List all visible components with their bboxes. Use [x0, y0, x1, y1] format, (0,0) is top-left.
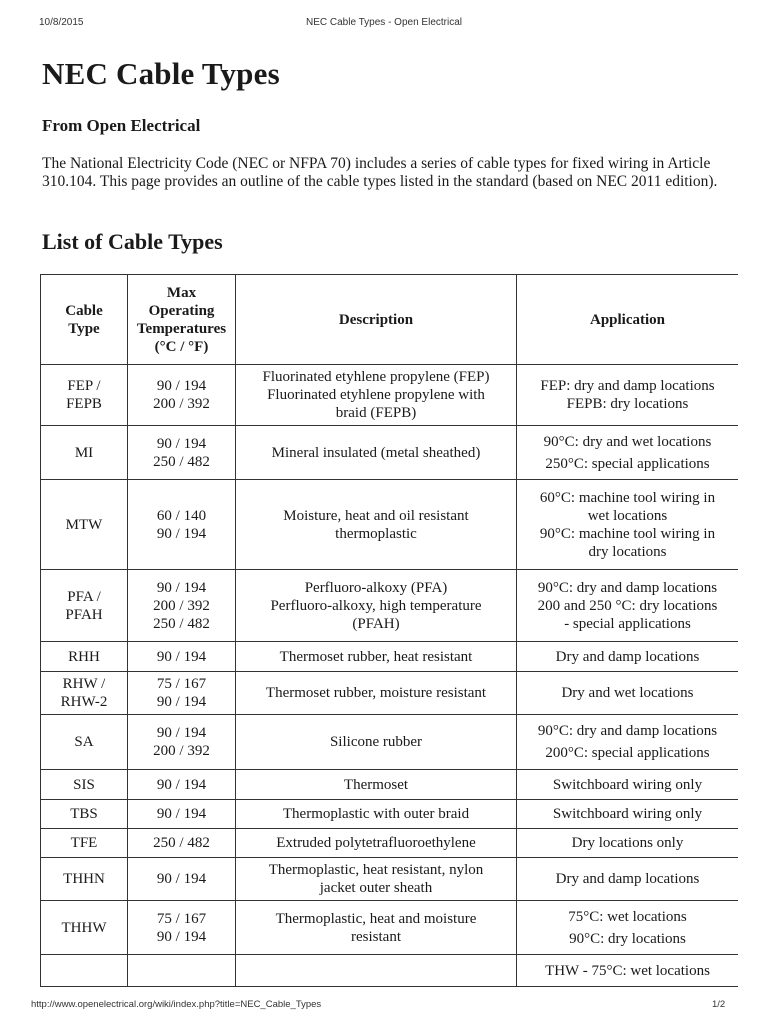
cell-line: 250 / 482	[153, 453, 210, 470]
cell-cable-type	[41, 858, 128, 901]
cell-line: 90 / 194	[156, 435, 207, 452]
table-header-row	[41, 275, 739, 365]
cell-line: Dry and damp locations	[555, 871, 700, 887]
cell-line: RHW /	[62, 676, 106, 692]
cell-application	[517, 642, 739, 672]
cable-types-table-wrapper	[40, 274, 738, 992]
cell-line: Thermoplastic, heat and moisture	[275, 910, 477, 927]
cell-line: 75 / 167	[156, 676, 207, 692]
table-row	[41, 800, 739, 829]
table-row	[41, 672, 739, 715]
cell-line: 60 / 140	[156, 507, 207, 524]
cell-line: Fluorinated etyhlene propylene (FEP)	[262, 369, 490, 385]
table-row	[41, 426, 739, 480]
cell-line: 90 / 194	[156, 725, 207, 741]
cell-cable-type	[41, 365, 128, 426]
footer-page-number: 1/2	[712, 999, 726, 1010]
table-body	[41, 365, 739, 987]
cell-temperature	[128, 365, 236, 426]
cell-line: 200 / 392	[153, 396, 210, 412]
cell-line: Fluorinated etyhlene propylene with	[267, 387, 485, 403]
section-heading: List of Cable Types	[42, 229, 223, 254]
print-header-title: NEC Cable Types - Open Electrical	[306, 17, 462, 28]
cell-line: 90°C: machine tool wiring in	[539, 525, 716, 542]
cell-line: 75°C: wet locations	[568, 908, 687, 925]
cell-application	[517, 426, 739, 480]
table-row	[41, 858, 739, 901]
cell-description	[236, 901, 517, 955]
cell-line: thermoplastic	[335, 525, 417, 542]
cell-line: THHN	[63, 871, 105, 887]
cell-description	[236, 642, 517, 672]
cell-temperature	[128, 901, 236, 955]
cell-cable-type	[41, 800, 128, 829]
cell-temperature	[128, 770, 236, 800]
page-subtitle: From Open Electrical	[42, 116, 201, 135]
cell-line: jacket outer sheath	[319, 880, 433, 896]
cell-application	[517, 901, 739, 955]
table-row	[41, 829, 739, 858]
cell-line: 250 / 482	[153, 835, 210, 851]
cell-line: 90°C: dry locations	[569, 930, 686, 947]
header-max-temperature: Max Operating Temperatures (°C / °F)	[128, 275, 236, 365]
table-row	[41, 365, 739, 426]
cell-cable-type	[41, 955, 128, 987]
cell-line: resistant	[351, 928, 401, 945]
cell-line: 90 / 194	[156, 776, 207, 793]
cell-line: 250°C: special applications	[545, 455, 710, 472]
cell-application	[517, 480, 739, 570]
cell-description	[236, 570, 517, 642]
cell-cable-type	[41, 642, 128, 672]
footer-url: http://www.openelectrical.org/wiki/index.php?title=NEC_Cable_Types	[31, 999, 322, 1010]
cell-cable-type	[41, 426, 128, 480]
cell-line: Silicone rubber	[329, 734, 423, 750]
cell-line: 90 / 194	[156, 378, 207, 394]
cell-application	[517, 672, 739, 715]
cell-line: THHW	[61, 919, 107, 936]
cell-application	[517, 800, 739, 829]
cell-temperature	[128, 642, 236, 672]
cell-line: RHH	[68, 648, 100, 665]
cell-line: 90 / 194	[156, 928, 207, 945]
cell-description	[236, 672, 517, 715]
cell-line: 200 and 250 °C: dry locations	[537, 597, 718, 614]
cell-line: wet locations	[587, 507, 668, 524]
cell-application	[517, 365, 739, 426]
cell-description	[236, 426, 517, 480]
cell-line: MI	[74, 444, 94, 461]
cell-description	[236, 715, 517, 770]
cell-line: Dry and wet locations	[561, 685, 694, 701]
cell-line: TBS	[70, 806, 98, 822]
cell-temperature	[128, 672, 236, 715]
cell-line: 90 / 194	[156, 694, 207, 710]
cell-line: FEP /	[67, 378, 101, 394]
table-row	[41, 480, 739, 570]
cell-line: Switchboard wiring only	[552, 776, 703, 793]
cell-temperature	[128, 426, 236, 480]
cell-line: Extruded polytetrafluoroethylene	[276, 835, 476, 851]
cell-line: 60°C: machine tool wiring in	[539, 489, 716, 506]
cell-application	[517, 715, 739, 770]
cell-description	[236, 365, 517, 426]
cell-line: 90 / 194	[156, 648, 207, 665]
cell-application	[517, 570, 739, 642]
cell-line: 200°C: special applications	[545, 745, 710, 761]
table-row	[41, 770, 739, 800]
cell-cable-type	[41, 829, 128, 858]
cell-line: Thermoplastic with outer braid	[282, 806, 470, 822]
cell-temperature	[128, 829, 236, 858]
cell-line: MTW	[65, 516, 103, 533]
cell-line: 75 / 167	[156, 910, 207, 927]
cell-line: Thermoset rubber, heat resistant	[279, 648, 473, 665]
cell-line: Perfluoro-alkoxy (PFA)	[304, 579, 448, 596]
cell-temperature	[128, 570, 236, 642]
cell-application	[517, 770, 739, 800]
cell-line: Thermoplastic, heat resistant, nylon	[268, 862, 484, 878]
print-date: 10/8/2015	[39, 17, 84, 28]
cell-cable-type	[41, 715, 128, 770]
cell-description	[236, 770, 517, 800]
cell-line: braid (FEPB)	[335, 405, 417, 421]
header-description: Description	[236, 275, 517, 365]
cell-description	[236, 955, 517, 987]
cell-cable-type	[41, 770, 128, 800]
cell-application	[517, 955, 739, 987]
cell-line: SA	[74, 734, 94, 750]
header-application: Application	[517, 275, 739, 365]
cell-line: 90°C: dry and wet locations	[543, 433, 712, 450]
cell-line: Switchboard wiring only	[552, 806, 703, 822]
cell-line: FEPB	[66, 396, 102, 412]
table-row	[41, 715, 739, 770]
table-row	[41, 955, 739, 987]
cell-line: 200 / 392	[153, 743, 210, 759]
cell-cable-type	[41, 901, 128, 955]
cell-application	[517, 858, 739, 901]
cell-description	[236, 800, 517, 829]
cell-temperature	[128, 480, 236, 570]
header-cable-type: Cable Type	[41, 275, 128, 365]
table-row	[41, 901, 739, 955]
cell-line: THW - 75°C: wet locations	[545, 962, 710, 979]
table-row	[41, 642, 739, 672]
cell-description	[236, 829, 517, 858]
cell-line: (PFAH)	[352, 615, 400, 632]
cell-line: FEPB: dry locations	[566, 396, 689, 412]
cell-line: 90°C: dry and damp locations	[537, 723, 718, 739]
cell-description	[236, 858, 517, 901]
cell-temperature	[128, 715, 236, 770]
intro-paragraph: The National Electricity Code (NEC or NFPA 70) includes a series of cable types for fixed wiring in Article 310.104. This page provides an outline of the cable types listed in the standard (based on NEC 2011 edition).	[42, 155, 718, 190]
cell-line: Perfluoro-alkoxy, high temperature	[270, 597, 482, 614]
cell-line: Mineral insulated (metal sheathed)	[271, 444, 481, 461]
cell-line: 200 / 392	[153, 597, 210, 614]
cell-temperature	[128, 955, 236, 987]
cell-application	[517, 829, 739, 858]
cell-cable-type	[41, 672, 128, 715]
cable-types-table	[40, 274, 738, 987]
cell-line: Thermoset rubber, moisture resistant	[265, 685, 487, 701]
cell-line: PFA /	[67, 588, 101, 605]
cell-line: TFE	[70, 835, 98, 851]
page-title: NEC Cable Types	[42, 56, 280, 91]
cell-cable-type	[41, 480, 128, 570]
cell-line: 90 / 194	[156, 806, 207, 822]
cell-line: 90 / 194	[156, 579, 207, 596]
cell-line: SIS	[73, 776, 95, 793]
cell-line: dry locations	[588, 543, 667, 560]
cell-line: Dry and damp locations	[555, 648, 700, 665]
cell-description	[236, 480, 517, 570]
cell-temperature	[128, 800, 236, 829]
cell-line: Dry locations only	[571, 835, 684, 851]
table-row	[41, 570, 739, 642]
cell-line: Thermoset	[343, 776, 409, 793]
cell-line: PFAH	[65, 606, 103, 623]
cell-line: 250 / 482	[153, 615, 210, 632]
cell-cable-type	[41, 570, 128, 642]
cell-line: RHW-2	[60, 694, 108, 710]
cell-line: FEP: dry and damp locations	[540, 378, 715, 394]
cell-line: - special applications	[564, 615, 691, 632]
cell-line: Moisture, heat and oil resistant	[283, 507, 469, 524]
cell-line: 90°C: dry and damp locations	[537, 579, 718, 596]
cell-temperature	[128, 858, 236, 901]
cell-line: 90 / 194	[156, 871, 207, 887]
cell-line: 90 / 194	[156, 525, 207, 542]
